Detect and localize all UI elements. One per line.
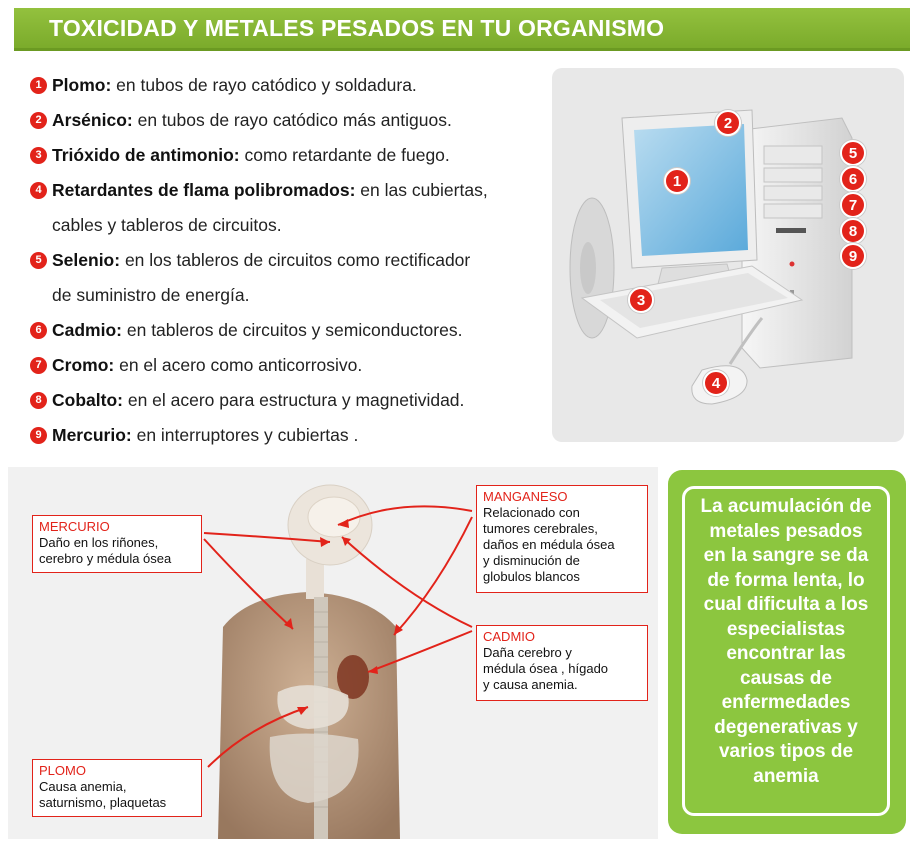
number-badge: 6 — [30, 322, 47, 339]
callout-line: tumores cerebrales, — [483, 521, 598, 536]
callout-title: MANGANESO — [483, 489, 568, 504]
callout-mercurio — [32, 515, 202, 573]
marker-3: 3 — [628, 287, 654, 313]
metal-name: Plomo: — [52, 75, 112, 95]
marker-9: 9 — [840, 243, 866, 269]
number-badge: 2 — [30, 112, 47, 129]
metal-name: Cromo: — [52, 355, 115, 375]
marker-5: 5 — [840, 140, 866, 166]
number-badge: 8 — [30, 392, 47, 409]
title-banner — [14, 8, 910, 51]
callout-title: PLOMO — [39, 763, 86, 778]
list-item — [30, 68, 550, 103]
callout-line: médula ósea , hígado — [483, 661, 609, 676]
marker-6: 6 — [840, 166, 866, 192]
callout-cadmio — [476, 625, 648, 701]
list-item — [30, 243, 550, 313]
callout-line: y disminución de — [483, 553, 580, 568]
metal-name: Cadmio: — [52, 320, 122, 340]
callout-line: Daña cerebro y — [483, 645, 572, 660]
computer-illustration — [552, 68, 904, 442]
note-line: La acumulación de — [700, 496, 872, 517]
list-item — [30, 383, 550, 418]
number-badge: 7 — [30, 357, 47, 374]
metal-desc: en tubos de rayo catódico más antiguos. — [132, 110, 452, 130]
number-badge: 3 — [30, 147, 47, 164]
note-line: cual dificulta a los — [703, 594, 869, 615]
callout-title: MERCURIO — [39, 519, 110, 534]
number-badge: 4 — [30, 182, 47, 199]
note-line: en la sangre se da — [703, 545, 869, 566]
callout-line: Daño en los riñones, — [39, 535, 159, 550]
marker-1: 1 — [664, 168, 690, 194]
callout-line: saturnismo, plaquetas — [39, 795, 167, 810]
callout-line: globulos blancos — [483, 569, 580, 584]
callout-plomo — [32, 759, 202, 817]
marker-2: 2 — [715, 110, 741, 136]
marker-7: 7 — [840, 192, 866, 218]
number-badge: 5 — [30, 252, 47, 269]
note-line: varios tipos de — [718, 741, 854, 762]
callout-manganeso — [476, 485, 648, 593]
note-line: causas de — [740, 667, 832, 689]
metal-desc: en interruptores y cubiertas . — [131, 425, 359, 445]
marker-4: 4 — [703, 370, 729, 396]
metal-desc: en el acero como anticorrosivo. — [114, 355, 363, 375]
note-text — [700, 489, 871, 789]
callout-line: Causa anemia, — [39, 779, 127, 794]
metal-desc: en tableros de circuitos y semiconductores. — [122, 320, 463, 340]
note-line: de forma lenta, lo — [707, 569, 865, 591]
list-item — [30, 348, 550, 383]
metals-list — [30, 68, 550, 453]
callout-title: CADMIO — [483, 629, 535, 644]
metal-desc: en tubos de rayo catódico y soldadura. — [111, 75, 417, 95]
callout-line: daños en médula ósea — [483, 537, 615, 552]
list-item — [30, 103, 550, 138]
list-item — [30, 173, 550, 243]
metal-name: Cobalto: — [52, 390, 123, 410]
metal-desc-cont: cables y tableros de circuitos. — [52, 215, 282, 235]
metal-desc: como retardante de fuego. — [239, 145, 450, 165]
note-line: encontrar las — [726, 643, 846, 664]
note-box — [668, 470, 906, 834]
note-line: enfermedades — [721, 692, 851, 713]
metal-name: Selenio: — [52, 250, 121, 270]
page-title: TOXICIDAD Y METALES PESADOS EN TU ORGANISMO — [49, 15, 665, 41]
metal-desc: en las cubiertas, — [355, 180, 488, 200]
list-item — [30, 313, 550, 348]
metal-name: Arsénico: — [52, 110, 133, 130]
note-frame — [682, 486, 890, 816]
callout-line: Relacionado con — [483, 505, 580, 520]
number-badge: 9 — [30, 427, 47, 444]
callout-line: y causa anemia. — [483, 677, 578, 692]
note-line: anemia — [753, 765, 819, 787]
marker-8: 8 — [840, 218, 866, 244]
metal-desc: en los tableros de circuitos como rectificador — [120, 250, 471, 270]
list-item — [30, 418, 550, 453]
number-badge: 1 — [30, 77, 47, 94]
body-diagram — [8, 467, 658, 839]
note-line: degenerativas y — [714, 716, 858, 738]
note-line: especialistas — [726, 618, 846, 640]
metal-desc-cont: de suministro de energía. — [52, 285, 250, 305]
metal-desc: en el acero para estructura y magnetividad. — [122, 390, 465, 410]
callout-line: cerebro y médula ósea — [39, 551, 172, 566]
metal-name: Mercurio: — [52, 425, 132, 445]
metal-name: Retardantes de flama polibromados: — [52, 180, 356, 200]
list-item — [30, 138, 550, 173]
metal-name: Trióxido de antimonio: — [52, 145, 240, 165]
note-line: metales pesados — [709, 520, 863, 542]
